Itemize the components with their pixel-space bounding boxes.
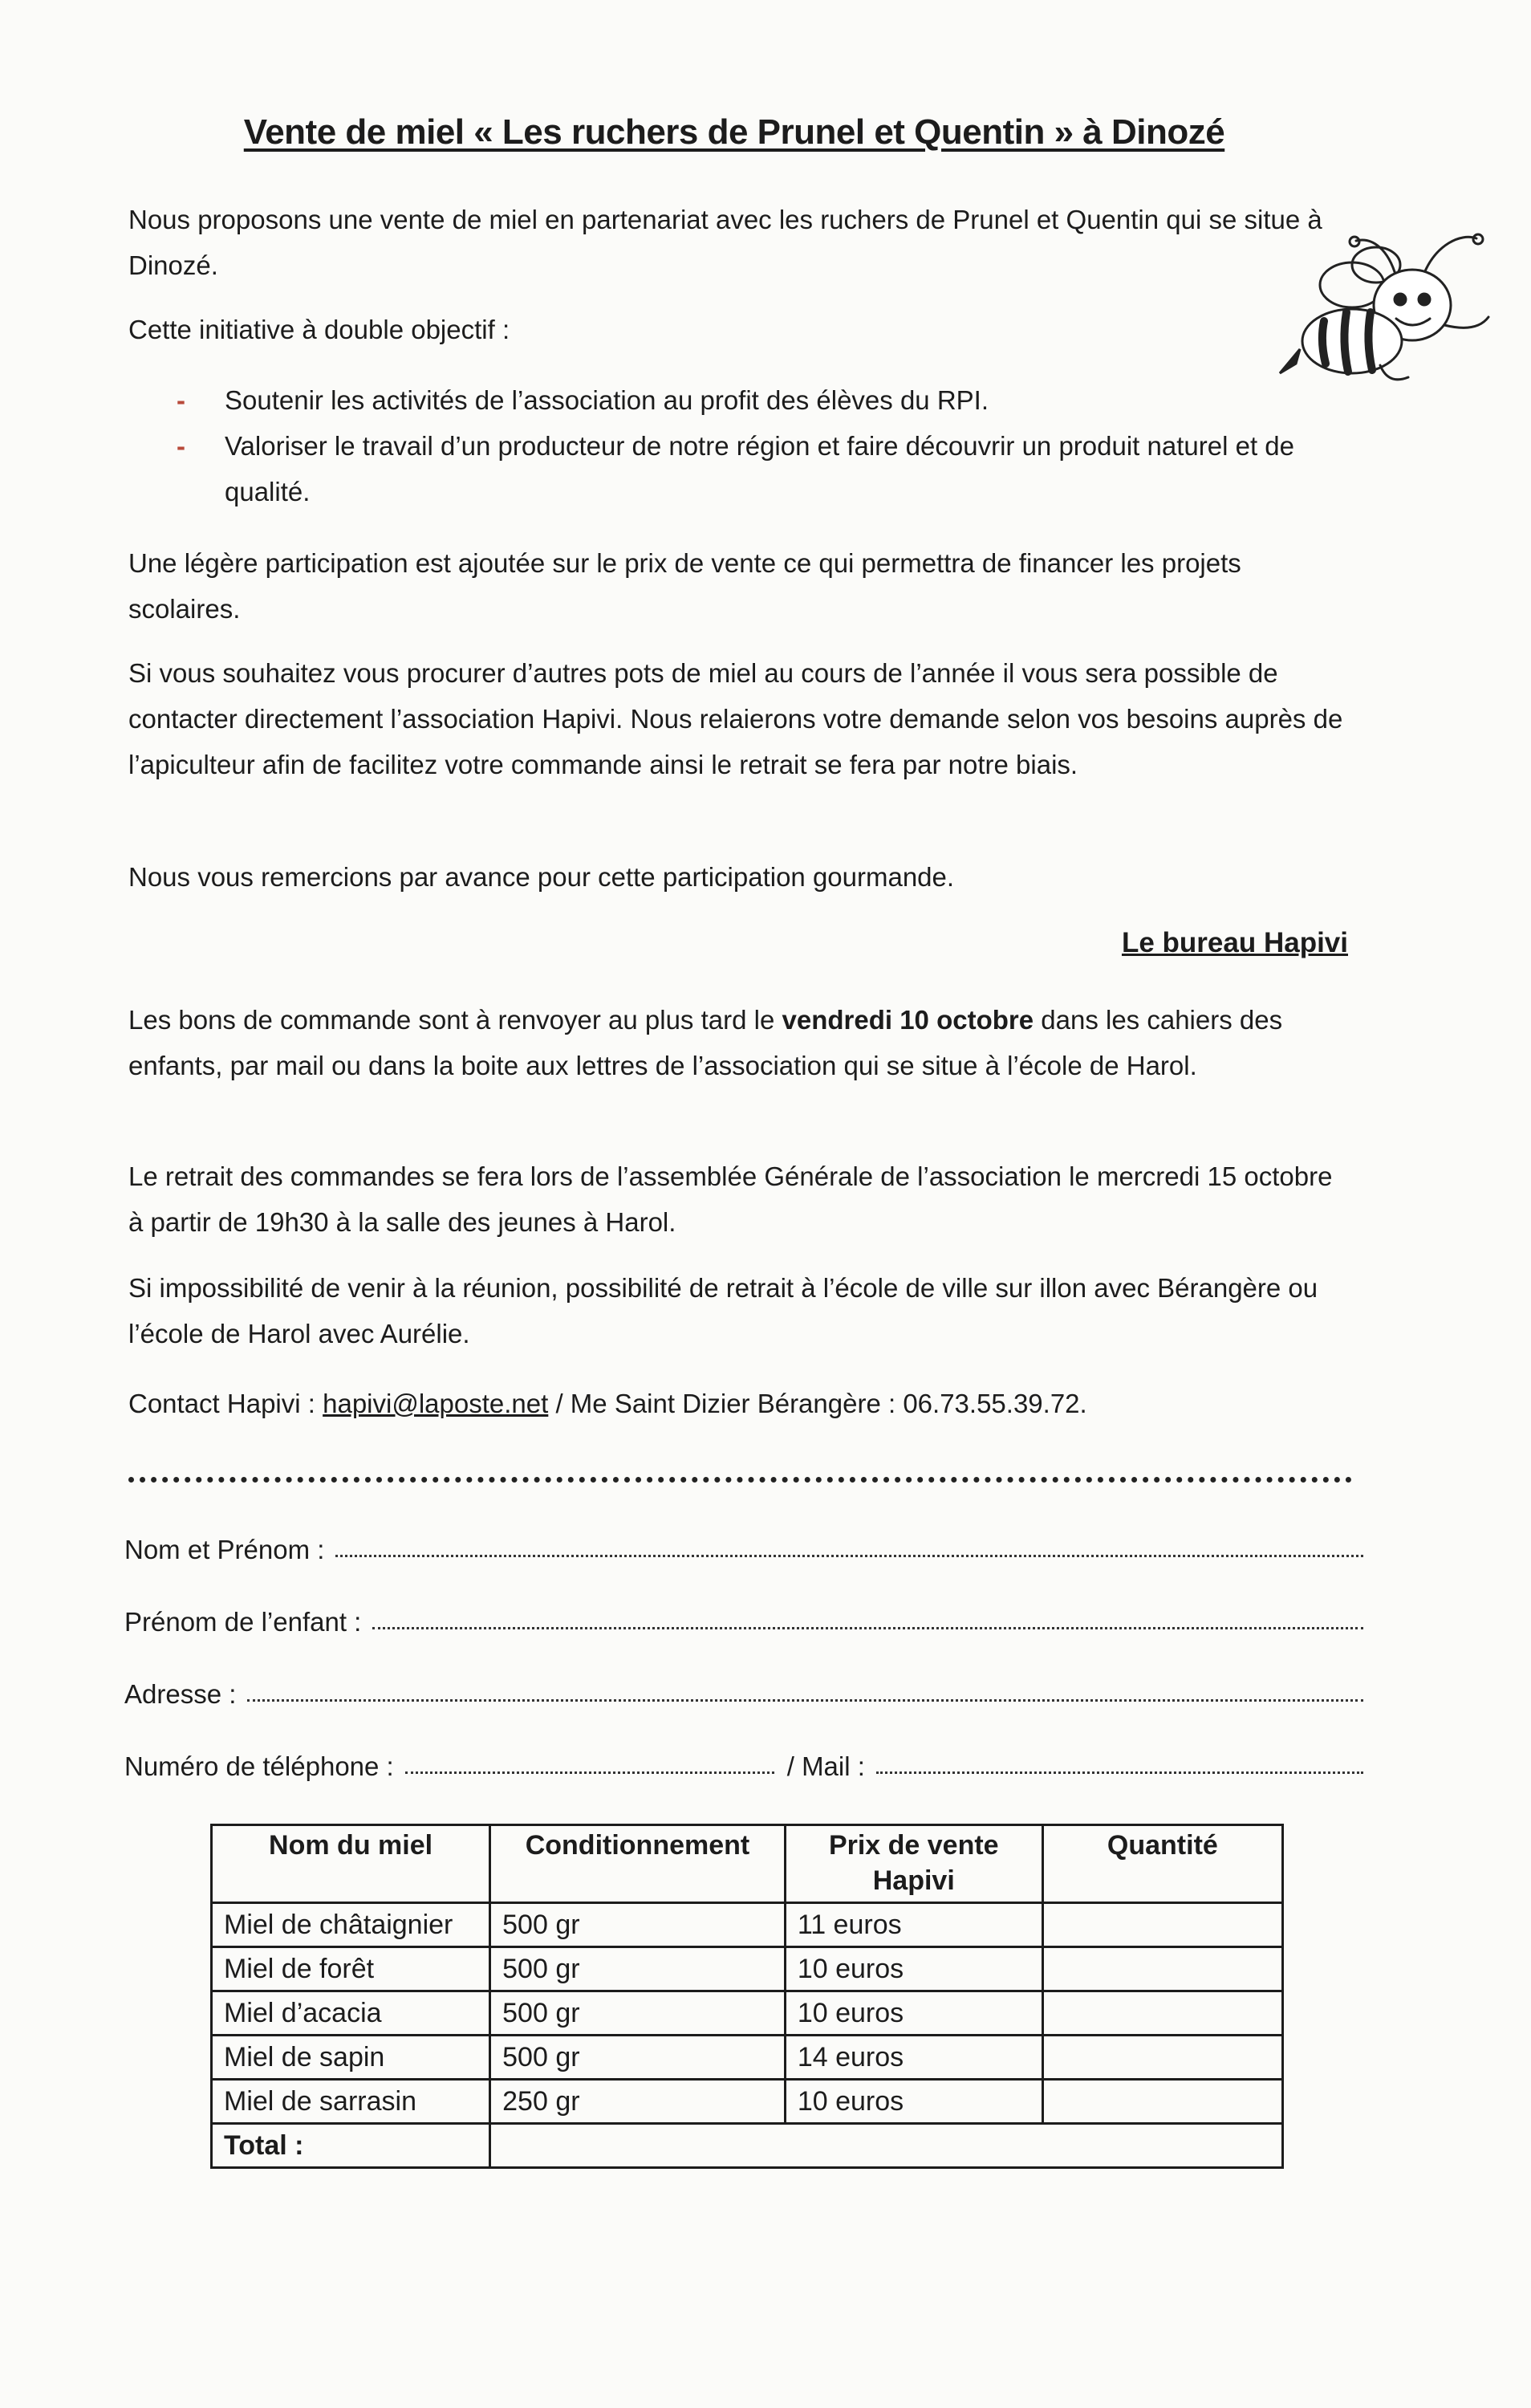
phone-mail-field[interactable] [124, 1742, 1368, 1782]
column-header: Prix de vente Hapivi [785, 1825, 1042, 1903]
pickup-paragraph: Le retrait des commandes se fera lors de l’assemblée Générale de l’association le mercredi 15 octobre à partir de 19h30 à la salle des jeunes à Harol. [128, 1161, 1333, 1237]
contact-label: Contact Hapivi : [128, 1389, 323, 1418]
quantity-cell[interactable] [1042, 2036, 1282, 2080]
list-item: - Valoriser le travail d’un producteur de notre région et faire découvrir un produit naturel et de qualité. [177, 431, 1294, 506]
honey-pack: 500 gr [490, 1991, 786, 2036]
honey-name: Miel d’acacia [212, 1991, 490, 2036]
table-row [212, 1947, 1283, 1991]
participation-paragraph: Une légère participation est ajoutée sur le prix de vente ce qui permettra de financer les projets scolaires. [128, 548, 1241, 624]
honey-price: 10 euros [785, 1991, 1042, 2036]
quantity-cell[interactable] [1042, 1947, 1282, 1991]
page-title: Vente de miel « Les ruchers de Prunel et Quentin » à Dinozé [243, 112, 1225, 152]
honey-pack: 250 gr [490, 2080, 786, 2124]
quantity-cell[interactable] [1042, 1903, 1282, 1947]
mail-label: / Mail : [786, 1751, 865, 1781]
signature: Le bureau Hapivi [1121, 927, 1348, 958]
quantity-cell[interactable] [1042, 2080, 1282, 2124]
phone-input-line[interactable] [405, 1771, 774, 1774]
honey-price: 11 euros [785, 1903, 1042, 1947]
deadline-date: vendredi 10 octobre [782, 1005, 1034, 1035]
child-name-label: Prénom de l’enfant : [124, 1607, 362, 1637]
list-item: - Soutenir les activités de l’association au profit des élèves du RPI. [177, 385, 989, 415]
honey-name: Miel de châtaignier [212, 1903, 490, 1947]
honey-name: Miel de sarrasin [212, 2080, 490, 2124]
honey-pack: 500 gr [490, 1947, 786, 1991]
honey-pack: 500 gr [490, 2036, 786, 2080]
intro-paragraph: Nous proposons une vente de miel en partenariat avec les ruchers de Prunel et Quentin qui se situe à Dinozé. [128, 205, 1322, 280]
objective-text: Soutenir les activités de l’association au profit des élèves du RPI. [225, 385, 989, 415]
table-header-row [212, 1825, 1283, 1903]
name-field[interactable] [124, 1525, 1368, 1565]
honey-name: Miel de forêt [212, 1947, 490, 1991]
column-header: Nom du miel [212, 1825, 490, 1903]
address-input-line[interactable] [247, 1698, 1363, 1702]
honey-name: Miel de sapin [212, 2036, 490, 2080]
honey-price: 10 euros [785, 2080, 1042, 2124]
contact-email-link[interactable]: hapivi@laposte.net [323, 1389, 549, 1418]
table-row [212, 1991, 1283, 2036]
objectives-list [169, 377, 1356, 515]
total-cell[interactable] [490, 2124, 1283, 2168]
honey-pack: 500 gr [490, 1903, 786, 1947]
total-label: Total : [212, 2124, 490, 2168]
honey-price: 14 euros [785, 2036, 1042, 2080]
table-row [212, 2036, 1283, 2080]
deadline-text-after: dans les cahiers des enfants, par mail ou dans la boite aux lettres de l’association qui se situe à l’école de Harol. [128, 1005, 1283, 1080]
name-label: Nom et Prénom : [124, 1535, 325, 1564]
mail-input-line[interactable] [876, 1771, 1363, 1774]
table-row [212, 2080, 1283, 2124]
child-name-input-line[interactable] [372, 1626, 1363, 1629]
honey-price: 10 euros [785, 1947, 1042, 1991]
other-pots-paragraph: Si vous souhaitez vous procurer d’autres pots de miel au cours de l’année il vous sera possible de contacter directement l’association Hapivi. Nous relaierons votre demande selon vos besoins auprès de l’apiculteur afin de facilitez votre commande ainsi le retrait se fera par notre biais. [128, 658, 1343, 779]
name-input-line[interactable] [335, 1554, 1363, 1557]
address-label: Adresse : [124, 1679, 237, 1709]
deadline-paragraph [128, 997, 1348, 1088]
contact-rest: / Me Saint Dizier Bérangère : 06.73.55.39.72. [548, 1389, 1087, 1418]
column-header: Conditionnement [490, 1825, 786, 1903]
contact-line [128, 1381, 1348, 1426]
thanks-paragraph: Nous vous remercions par avance pour cette participation gourmande. [128, 862, 955, 892]
quantity-cell[interactable] [1042, 1991, 1282, 2036]
cut-line-divider [128, 1477, 1352, 1483]
table-row [212, 1903, 1283, 1947]
alternative-paragraph: Si impossibilité de venir à la réunion, possibilité de retrait à l’école de ville sur illon avec Bérangère ou l’école de Harol avec Aurélie. [128, 1273, 1318, 1348]
phone-label: Numéro de téléphone : [124, 1751, 394, 1781]
objective-text: Valoriser le travail d’un producteur de notre région et faire découvrir un produit naturel et de qualité. [225, 431, 1294, 506]
child-name-field[interactable] [124, 1597, 1368, 1637]
deadline-text-before: Les bons de commande sont à renvoyer au plus tard le [128, 1005, 782, 1035]
address-field[interactable] [124, 1670, 1368, 1710]
total-row [212, 2124, 1283, 2168]
order-table [210, 1824, 1284, 2169]
objective-intro: Cette initiative à double objectif : [128, 315, 510, 344]
column-header: Quantité [1042, 1825, 1282, 1903]
